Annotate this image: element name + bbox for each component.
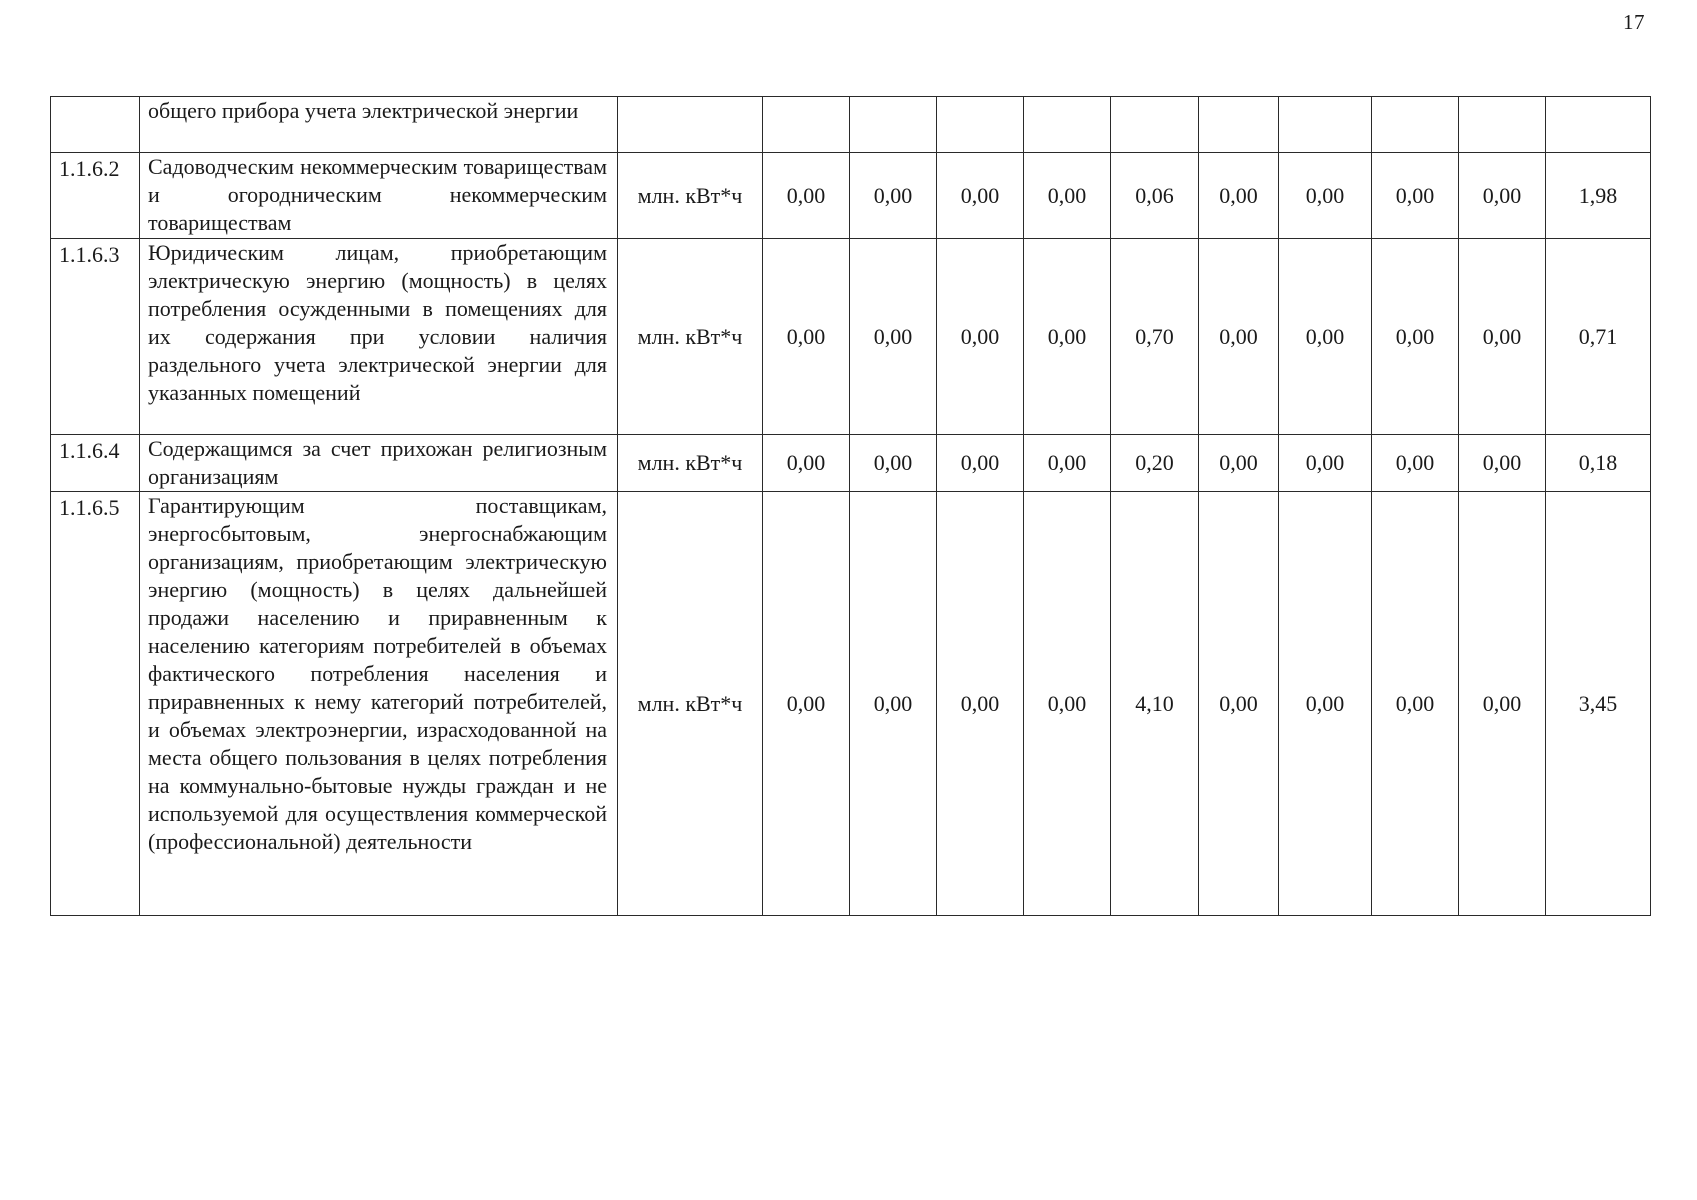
row-value: 0,06 [1111,153,1199,239]
row-value [1459,97,1546,153]
row-description: общего прибора учета электрической энергии [140,97,618,153]
row-value: 0,00 [850,239,937,435]
row-value: 0,00 [937,435,1024,492]
tariff-balance-table [50,96,1651,916]
row-value: 0,00 [850,153,937,239]
row-value: 0,00 [1279,492,1372,916]
table-row [51,435,1651,492]
row-unit [618,97,763,153]
row-value [937,97,1024,153]
table-row [51,97,1651,153]
row-description: Гарантирующим поставщикам, энергосбытовым, энергоснабжающим организациям, приобретающим электрическую энергию (мощность) в целях дальнейшей продажи населению и приравненным к населению категориям потребителей в объемах фактического потребления населения и приравненных к нему категорий потребителей, и объемах электроэнергии, израсходованной на места общего пользования в целях потребления на коммунально-бытовые нужды граждан и не используемой для осуществления коммерческой (профессиональной) деятельности [140,492,618,916]
row-value: 0,00 [1372,239,1459,435]
row-value: 0,00 [850,492,937,916]
row-value [1024,97,1111,153]
row-value: 0,00 [1459,435,1546,492]
row-value: 0,00 [1459,492,1546,916]
row-value: 0,00 [763,153,850,239]
row-value: 0,00 [1199,492,1279,916]
row-value: 0,70 [1111,239,1199,435]
table-row [51,153,1651,239]
row-code: 1.1.6.3 [51,239,140,435]
row-value: 0,00 [937,239,1024,435]
row-description: Садоводческим некоммерческим товариществам и огородническим некоммерческим товариществам [140,153,618,239]
row-unit: млн. кВт*ч [618,153,763,239]
row-value: 0,00 [763,239,850,435]
row-value: 0,00 [1199,239,1279,435]
row-value: 0,00 [1199,153,1279,239]
row-value: 0,00 [1024,239,1111,435]
row-value: 0,00 [1279,153,1372,239]
row-value: 0,00 [1024,492,1111,916]
row-description: Содержащимся за счет прихожан религиозным организациям [140,435,618,492]
row-value [1111,97,1199,153]
row-value: 0,00 [1279,239,1372,435]
row-value: 0,00 [1024,435,1111,492]
row-value: 0,00 [1372,435,1459,492]
row-value: 3,45 [1546,492,1651,916]
table-body [51,97,1651,916]
row-value: 0,00 [763,492,850,916]
row-value: 0,00 [1372,492,1459,916]
row-value [1546,97,1651,153]
row-value: 1,98 [1546,153,1651,239]
row-code: 1.1.6.4 [51,435,140,492]
row-value [763,97,850,153]
row-code [51,97,140,153]
row-value: 0,00 [1024,153,1111,239]
page-number: 17 [1623,10,1645,34]
row-unit: млн. кВт*ч [618,239,763,435]
row-description: Юридическим лицам, приобретающим электрическую энергию (мощность) в целях потребления осужденными в помещениях для их содержания при условии наличия раздельного учета электрической энергии для указанных помещений [140,239,618,435]
row-value [1279,97,1372,153]
row-value: 0,00 [850,435,937,492]
table-row [51,492,1651,916]
row-code: 1.1.6.5 [51,492,140,916]
row-value: 0,20 [1111,435,1199,492]
row-value: 0,00 [937,492,1024,916]
row-value: 4,10 [1111,492,1199,916]
row-value [1372,97,1459,153]
row-value: 0,00 [1459,239,1546,435]
row-value: 0,00 [1372,153,1459,239]
row-unit: млн. кВт*ч [618,435,763,492]
table-row [51,239,1651,435]
row-value: 0,00 [1199,435,1279,492]
row-value: 0,00 [1459,153,1546,239]
row-value: 0,00 [937,153,1024,239]
row-value: 0,18 [1546,435,1651,492]
row-value: 0,00 [763,435,850,492]
row-value: 0,71 [1546,239,1651,435]
row-unit: млн. кВт*ч [618,492,763,916]
row-code: 1.1.6.2 [51,153,140,239]
row-value [850,97,937,153]
row-value [1199,97,1279,153]
row-value: 0,00 [1279,435,1372,492]
